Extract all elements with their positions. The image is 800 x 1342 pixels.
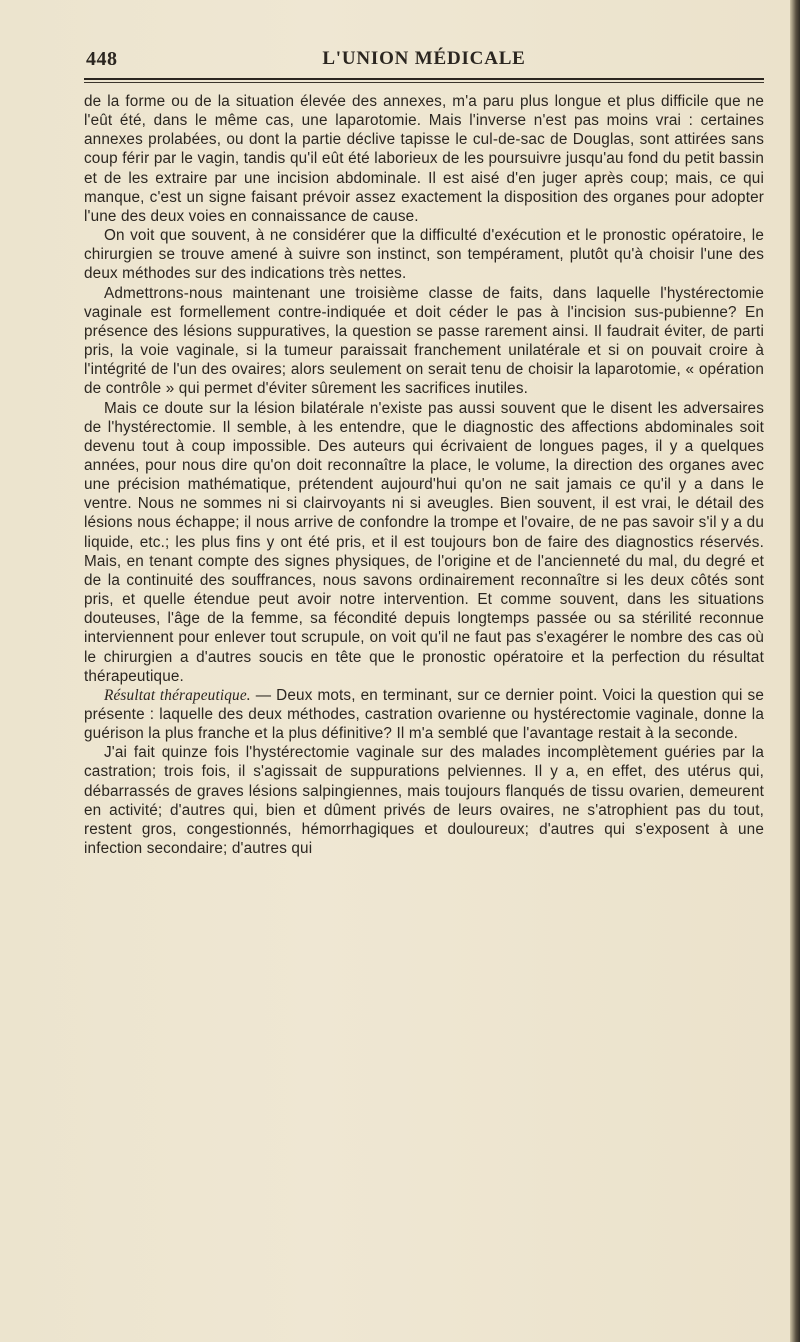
paragraph-3: Admettrons-nous maintenant une troisième classe de faits, dans laquelle l'hystérectomie vaginale est formellement contre-indiquée et doit céder le pas à l'incision sus-pubienne? En présence des lésions suppuratives, la question se passe rarement ainsi. Il faudrait éviter, de parti pris, la voie vaginale, si la tumeur paraissait franchement unilatérale et si on pouvait croire à l'intégrité de l'un des ovaires; alors seulement on serait tenu de choisir la laparotomie, « opération de contrôle » qui permet d'éviter sûrement les sacrifices inutiles. xyxy=(84,284,764,398)
section-heading-resultat: Résultat thérapeutique. xyxy=(104,686,251,704)
paragraph-5-text: — Deux mots, en terminant, sur ce dernier point. Voici la question qui se présente : laquelle des deux méthodes, castration ovarienne ou hystérectomie vaginale, donne la guérison la plus franche et la plus définitive? Il m'a semblé que l'avantage restait à la seconde. xyxy=(84,686,764,743)
header-rule-thin xyxy=(84,82,764,83)
body-text xyxy=(84,92,764,858)
header-rule xyxy=(84,78,764,80)
page-number: 448 xyxy=(86,48,118,70)
running-title: L'UNION MÉDICALE xyxy=(322,48,526,69)
paragraph-2: On voit que souvent, à ne considérer que la difficulté d'exécution et le pronostic opératoire, le chirurgien se trouve amené à suivre son instinct, son tempérament, plutôt qu'à choisir l'une des deux méthodes sur des indications très nettes. xyxy=(84,227,764,283)
paragraph-5 xyxy=(84,686,764,743)
page-edge-shadow xyxy=(790,0,800,1342)
paragraph-1: de la forme ou de la situation élevée des annexes, m'a paru plus longue et plus difficile que ne l'eût été, dans le même cas, une laparotomie. Mais l'inverse n'est pas moins vrai : certaines annexes prolabées, ou dont la partie déclive tapisse le cul-de-sac de Douglas, sont attirées sans coup férir par le vagin, tandis qu'il eût été laborieux de les poursuivre jusqu'au fond du petit bassin et de les extraire par une incision abdominale. Il est aisé d'en juger après coup; mais, ce qui manque, c'est un signe faisant prévoir assez exactement la disposition des organes pour adopter l'une des deux voies en connaissance de cause. xyxy=(84,93,764,225)
paragraph-4: Mais ce doute sur la lésion bilatérale n'existe pas aussi souvent que le disent les adversaires de l'hystérectomie. Il semble, à les entendre, que le diagnostic des affections abdominales soit devenu tout à coup impossible. Des auteurs qui écrivaient de longues pages, il y a quelques années, pour nous dire qu'on doit reconnaître la place, le volume, la direction des organes avec une précision mathématique, prétendent aujourd'hui qu'on ne sait jamais ce qu'il y a dans le ventre. Nous ne sommes ni si clairvoyants ni si aveugles. Bien souvent, il est vrai, le détail des lésions nous échappe; il nous arrive de confondre la trompe et l'ovaire, de ne pas savoir s'il y a du liquide, etc.; les plus fins y ont été pris, et il est toujours bon de faire des diagnostics réservés. Mais, en tenant compte des signes physiques, de l'origine et de l'ancienneté du mal, du degré et de la continuité des souffrances, nous savons ordinairement reconnaître si les deux côtés sont pris, et quelle étendue peut avoir notre intervention. Et comme souvent, dans les situations douteuses, l'âge de la femme, sa fécondité depuis longtemps passée ou sa stérilité reconnue interviennent pour enlever tout scrupule, on voit qu'il ne faut pas s'exagérer le nombre des cas où le chirurgien a d'autres soucis en tête que le pronostic opératoire et la perfection du résultat thérapeutique. xyxy=(84,399,764,685)
paragraph-6: J'ai fait quinze fois l'hystérectomie vaginale sur des malades incomplètement guéries par la castration; trois fois, il s'agissait de suppurations pelviennes. Il y a, en effet, des utérus qui, débarrassés de graves lésions salpingiennes, mais toujours flanqués de tissu ovarien, demeurent en activité; d'autres qui, bien et dûment privés de leurs ovaires, ne s'atrophient pas du tout, restent gros, congestionnés, hémorrhagiques et douloureux; d'autres qui s'exposent à une infection secondaire; d'autres qui xyxy=(84,744,764,858)
page-header xyxy=(84,44,764,74)
